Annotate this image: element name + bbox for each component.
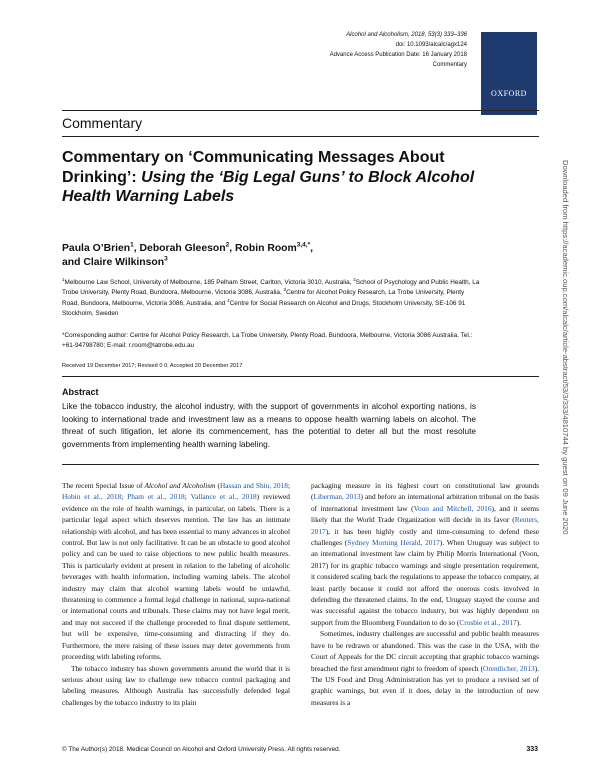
page-number: 333 — [526, 746, 538, 753]
copyright-notice: © The Author(s) 2018. Medical Council on Alcohol and Oxford University Press. All rights reserved. — [62, 746, 341, 753]
reference-link[interactable]: Liberman, 2013 — [313, 492, 361, 502]
reference-link[interactable]: Crosbie et al., 2017 — [459, 617, 517, 627]
article-title: Commentary on ‘Communicating Messages About Drinking’: Using the ‘Big Legal Guns’ to Block Alcohol Health Warning Labels — [62, 149, 475, 205]
author-name[interactable]: Deborah Gleeson — [139, 243, 226, 254]
reference-link[interactable]: Pham et al., 2018 — [127, 492, 185, 502]
journal-citation: Alcohol and Alcoholism, 2018, 53(3) 333–336 — [346, 32, 467, 38]
reference-link[interactable]: Vallance et al., 2018 — [190, 492, 257, 502]
section-rule — [62, 136, 539, 137]
reference-link[interactable]: Orentlicher, 2013 — [483, 663, 535, 673]
paragraph: Sometimes, industry challenges are successful and public health measures have to be redrawn or abandoned. This was the case in the USA, with the Court of Appeals for the DC circuit accepting that graphic tobacco warnings breached the first amendment right to freedom of speech (Orentlicher, 2013). The US Food and Drug Administration has yet to produce a revised set of graphic warnings, but even if it does, delay in the introduction of new measures is a — [311, 629, 539, 707]
download-stamp: Downloaded from https://academic.oup.com/alcalc/article-abstract/53/3/333/4810744 by guest on 09 June 2020 — [561, 160, 570, 535]
publication-date: Advance Access Publication Date: 16 January 2018 — [329, 52, 467, 58]
author-name[interactable]: Robin Room — [235, 243, 297, 254]
abstract-text: Like the tobacco industry, the alcohol industry, with the support of governments in alcohol exporting nations, is looking to international trade and investment law as a means to oppose health warning labels on alcohol. The threat of such litigation, let alone its commencement, has the potential to deter all but the most resolute governments from implementing health warning labeling. — [62, 401, 476, 449]
affiliations: $^1$Melbourne Law School, University of Melbourne, 185 Pelham Street, Carlton, Victoria 3010, Australia, $^2$School of Psychology and Public Health, La Trobe University, Plenty Road, Bundoora, Melbourne, Victoria 3086, Australia, $^3$Centre for Alcohol Policy Research, La Trobe University, Plenty Road, Bundoora, Melbourne, Victoria 3086, Australia, and $^4$Centre for Social Research on Alcohol and Drugs, Stockholm University, SE-106 91 Stockholm, Sweden — [62, 276, 480, 317]
body-column-right — [311, 480, 539, 708]
paragraph: packaging measure in its highest court on constitutional law grounds (Liberman, 2013) and before an international arbitration tribunal on the basis of international investment law (Voon and Mitchell, 2016), and it seems likely that the World Trade Organization will decide in its favor (Reuters, 2017), it has been highly costly and time-consuming to defend these challenges (Sydney Morning Herald, 2017). When Uruguay was subject to an international investment law claim by Philip Morris International (Voon, 2017) for its graphic tobacco warnings and single presentation requirement, it considered scaling back the regulations to appease the tobacco company, at least partly because it could not afford the onerous costs involved in defending the threatened claims. In the end, Uruguay stayed the course and was successful against the tobacco industry, but was highly dependent on support from the Bloomberg Foundation to do so (Crosbie et al., 2017). — [311, 481, 539, 627]
abstract-bottom-rule — [62, 464, 539, 465]
body-column-left — [62, 480, 290, 708]
reference-link[interactable]: Voon and Mitchell, 2016 — [413, 503, 492, 513]
reference-link[interactable]: Hassan and Shiu, 2018 — [219, 481, 288, 490]
reference-link[interactable]: Sydney Morning Herald, 2017 — [347, 538, 440, 548]
article-type: Commentary — [432, 62, 467, 68]
paragraph: The tobacco industry has shown governments around the world that it is serious about using law to challenge new tobacco control packaging and labeling measures. Although Australia has successfully defended legal challenges by the tobacco industry to its plain — [62, 663, 290, 707]
running-header — [330, 30, 467, 70]
received-dates: Received 19 December 2017; Revised 0 0; Accepted 20 December 2017 — [62, 363, 243, 369]
corresponding-author: *Corresponding author: Centre for Alcohol Policy Research, La Trobe University, Plenty Road, Bundoora, Melbourne, Victoria 3086 Australia. Tel.: +61-94798780; E-mail: r.room@latrobe.edu.au — [62, 332, 473, 350]
reference-link[interactable]: Reuters, 2017 — [311, 515, 539, 536]
abstract-heading: Abstract — [62, 387, 99, 397]
author-name[interactable]: Paula O’Brien — [62, 243, 131, 254]
reference-link[interactable]: Hobin et al., 2018 — [62, 492, 122, 502]
author-name[interactable]: and Claire Wilkinson — [62, 257, 165, 268]
doi-link[interactable]: doi: 10.1093/alcalc/agx124 — [395, 42, 467, 48]
header-rule — [62, 110, 539, 111]
section-label: Commentary — [62, 115, 143, 131]
abstract-top-rule — [62, 376, 539, 377]
author-list: Paula O’Brien$^1$, Deborah Gleeson$^2$, Robin Room$^{3,4,*}$, and Claire Wilkinson$^3$ — [62, 241, 314, 268]
paragraph: The recent Special Issue of Alcohol and Alcoholism (Hassan and Shiu, 2018; Hobin et al., 2018; Pham et al., 2018; Vallance et al., 2018) reviewed evidence on the role of health warnings, in particular, on labels. There is a particular legal aspect which deserves mention. The law has an intimate relationship with alcohol, and has been essential to many advances in alcohol control. But law is not only facilitative. It can be an obstacle to good alcohol policy and can be used to raise objections to new public health measures. This is particularly evident at present in relation to the labeling of alcoholic beverages with health information, including warning labels. The alcohol industry may claim that alcohol warning labels would be unlawful, threatening to commence a formal legal challenge in national, supra-national or international courts and tribunals. These claims may not have legal merit, and may not succeed if the challenge proceeded to final dispute settlement, but will be expensive, time-consuming and distracting if they do. Furthermore, the mere raising of these issues may deter governments from proceeding with labeling reforms. — [62, 481, 290, 662]
oxford-logo: OXFORD — [481, 32, 537, 115]
